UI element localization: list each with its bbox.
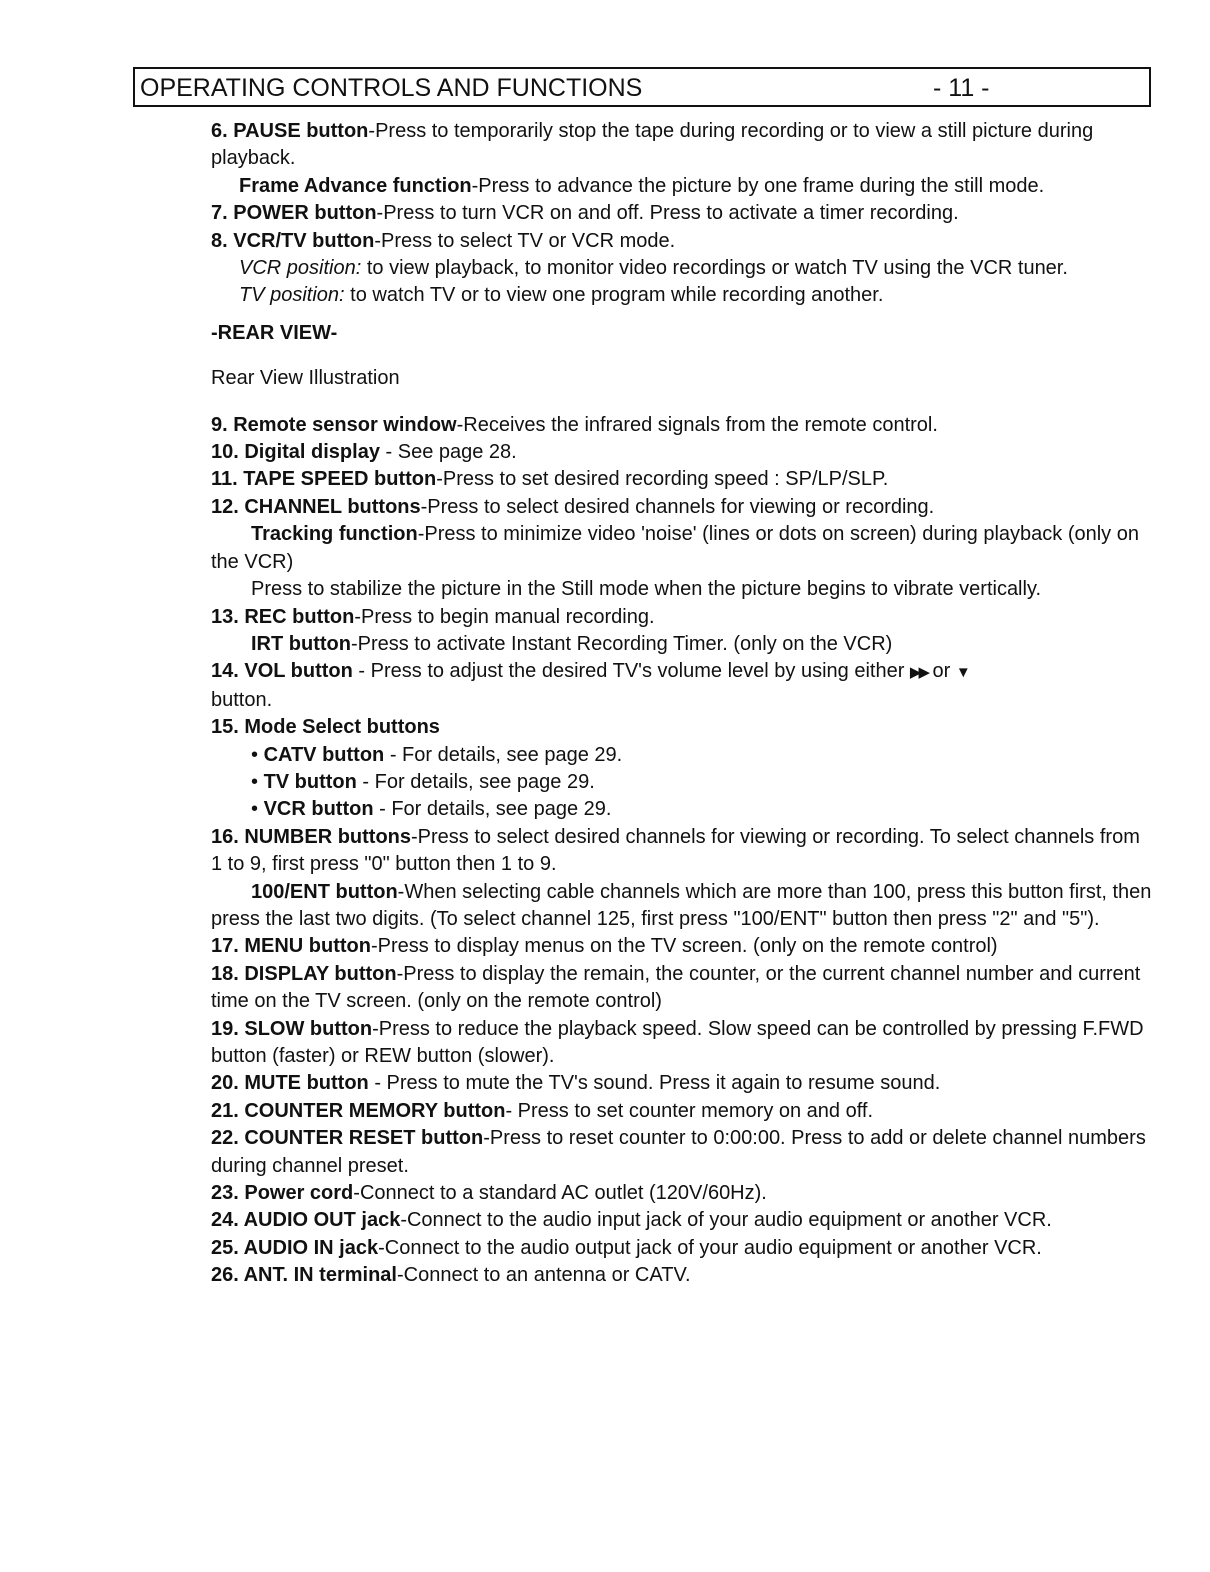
item-7-power: 7. POWER button-Press to turn VCR on and off. Press to activate a timer recording. (211, 202, 959, 225)
item-22-counter-reset: 22. COUNTER RESET button-Press to reset counter to 0:00:00. Press to add or delete channel numbers during channel preset. (211, 1127, 1146, 1177)
rear-view-illustration: Rear View Illustration (211, 367, 400, 390)
item-9-remote-sensor: 9. Remote sensor window-Receives the infrared signals from the remote control. (211, 413, 938, 436)
tv-button-item: • TV button - For details, see page 29. (251, 770, 595, 793)
rear-view-heading: -REAR VIEW- (211, 321, 338, 344)
irt-button: IRT button-Press to activate Instant Recording Timer. (only on the VCR) (251, 632, 893, 655)
frame-advance: Frame Advance function-Press to advance the picture by one frame during the still mode. (239, 174, 1045, 197)
ent-button: 100/ENT button-When selecting cable channels which are more than 100, press this button first, then press the last two digits. (To select channel 125, first press "100/ENT" button then press "2" and "5"). (211, 880, 1152, 930)
down-triangle-icon: ▼ (955, 664, 971, 682)
stabilize-note: Press to stabilize the picture in the Still mode when the picture begins to vibrate vertically. (251, 578, 1042, 601)
item-19-slow: 19. SLOW button-Press to reduce the playback speed. Slow speed can be controlled by pressing F.FWD button (faster) or REW button (slower). (211, 1017, 1144, 1067)
item-25-audio-in: 25. AUDIO IN jack-Connect to the audio output jack of your audio equipment or another VCR. (211, 1236, 1042, 1259)
vcr-button-item: • VCR button - For details, see page 29. (251, 798, 612, 821)
item-17-menu: 17. MENU button-Press to display menus on the TV screen. (only on the remote control) (211, 935, 998, 958)
item-21-counter-memory: 21. COUNTER MEMORY button- Press to set counter memory on and off. (211, 1099, 874, 1122)
manual-content (211, 118, 1156, 1290)
tracking-function: Tracking function-Press to minimize video 'noise' (lines or dots on screen) during playback (only on the VCR) (211, 523, 1139, 573)
page-number: - 11 - (933, 74, 990, 102)
item-14-vol: 14. VOL button - Press to adjust the desired TV's volume level by using either ▶▶ or ▼ button. (211, 660, 971, 711)
item-24-audio-out: 24. AUDIO OUT jack-Connect to the audio input jack of your audio equipment or another VCR. (211, 1209, 1052, 1232)
section-header (133, 67, 1151, 107)
item-6-pause: 6. PAUSE button-Press to temporarily stop the tape during recording or to view a still picture during playback. (211, 120, 1094, 170)
item-26-ant-in: 26. ANT. IN terminal-Connect to an antenna or CATV. (211, 1264, 691, 1287)
item-23-power-cord: 23. Power cord-Connect to a standard AC outlet (120V/60Hz). (211, 1182, 767, 1205)
item-13-rec: 13. REC button-Press to begin manual recording. (211, 605, 655, 628)
item-18-display: 18. DISPLAY button-Press to display the remain, the counter, or the current channel number and current time on the TV screen. (only on the remote control) (211, 962, 1141, 1013)
item-11-tape-speed: 11. TAPE SPEED button-Press to set desired recording speed : SP/LP/SLP. (211, 468, 889, 491)
item-8-vcrtv: 8. VCR/TV button-Press to select TV or VCR mode. (211, 229, 676, 252)
section-title: OPERATING CONTROLS AND FUNCTIONS (140, 74, 643, 102)
item-15-mode-select: 15. Mode Select buttons (211, 716, 440, 739)
item-16-number: 16. NUMBER buttons-Press to select desired channels for viewing or recording. To select channels from 1 to 9, first press "0" button then 1 to 9. (211, 825, 1140, 876)
catv-button-item: • CATV button - For details, see page 29. (251, 743, 623, 766)
item-20-mute: 20. MUTE button - Press to mute the TV's sound. Press it again to resume sound. (211, 1072, 941, 1095)
item-12-channel: 12. CHANNEL buttons-Press to select desired channels for viewing or recording. (211, 495, 935, 518)
vcr-position: VCR position: to view playback, to monitor video recordings or watch TV using the VCR tuner. (239, 257, 1068, 280)
item-10-digital-display: 10. Digital display - See page 28. (211, 441, 517, 464)
fast-forward-icon: ▶▶ (909, 664, 927, 682)
tv-position: TV position: to watch TV or to view one program while recording another. (239, 284, 884, 307)
